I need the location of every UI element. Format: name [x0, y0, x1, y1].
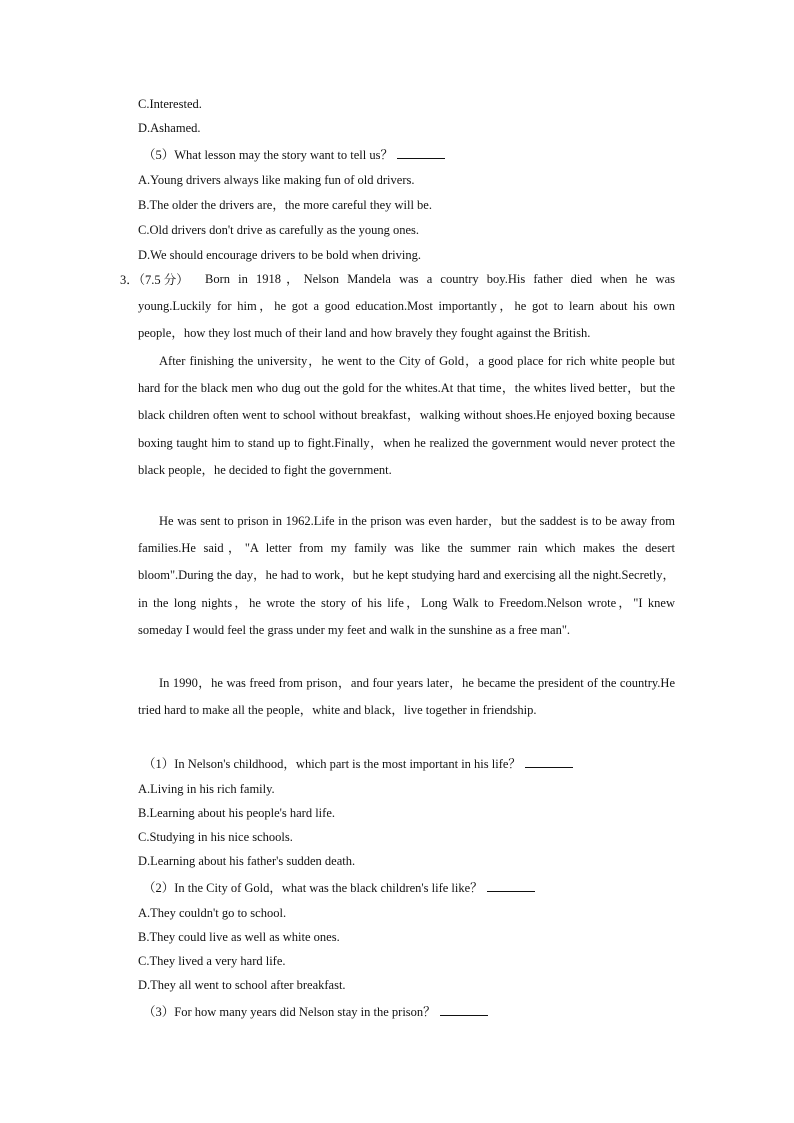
sub-question-1-option-a: A.Living in his rich family. [138, 782, 275, 796]
question-5-text: （5）What lesson may the story want to tell us？ [143, 148, 393, 162]
passage-paragraph-1: Born in 1918，Nelson Mandela was a country boy.His father died when he was young.Luckily for him，he got a good education.Most importantly，he got to learn about his own people，how they lost much of their land and how bravely they fought against the British. [138, 272, 675, 341]
sub-question-2-text: （2）In the City of Gold，what was the black children's life like？ [143, 881, 483, 895]
sub-question-3-stem [143, 1003, 488, 1020]
question-score: （7.5 分） [138, 273, 189, 287]
passage-paragraph-2: After finishing the university，he went to the City of Gold，a good place for rich white people but hard for the black men who dug out the gold for the whites.At that time，the whites lived better，but the black children often went to school without breakfast，walking without shoes.He enjoyed boxing because boxing taught him to stand up to fight.Finally，when he realized the government would never protect the black people，he decided to fight the government. [138, 354, 675, 477]
question-5-option-c: C.Old drivers don't drive as carefully as the young ones. [138, 223, 420, 237]
answer-blank [440, 1003, 488, 1016]
sub-question-1-option-c: C.Studying in his nice schools. [138, 830, 293, 844]
sub-question-2-option-a: A.They couldn't go to school. [138, 906, 287, 920]
question-5-option-b: B.The older the drivers are，the more careful they will be. [138, 198, 432, 212]
sub-question-1-stem [143, 755, 573, 772]
answer-blank [487, 879, 535, 892]
passage-paragraph-4: In 1990，he was freed from prison，and four years later，he became the president of the country.He tried hard to make all the people，white and black，live together in friendship. [138, 676, 675, 718]
sub-question-2-stem [143, 879, 535, 896]
sub-question-2-option-c: C.They lived a very hard life. [138, 954, 286, 968]
answer-blank [525, 755, 573, 768]
question-number: 3． [120, 273, 139, 287]
sub-question-2-option-d: D.They all went to school after breakfast. [138, 978, 346, 992]
sub-question-3-text: （3）For how many years did Nelson stay in the prison？ [143, 1005, 436, 1019]
passage-paragraph-3: He was sent to prison in 1962.Life in the prison was even harder，but the saddest is to be away from families.He said，"A letter from my family was like the summer rain which makes the desert bloom".During the day，he had to work，but he kept studying hard and exercising all the night.Secretly，in the long nights，he wrote the story of his life，Long Walk to Freedom.Nelson wrote，"I knew someday I would feel the grass under my feet and walk in the sunshine as a free man". [138, 514, 675, 637]
sub-question-1-text: （1）In Nelson's childhood，which part is the most important in his life？ [143, 757, 521, 771]
sub-question-1-option-b: B.Learning about his people's hard life. [138, 806, 335, 820]
question-5-option-d: D.We should encourage drivers to be bold when driving. [138, 248, 421, 262]
answer-blank [397, 146, 445, 159]
option-c-interested: C.Interested. [138, 97, 202, 111]
question-5-stem [143, 146, 445, 163]
sub-question-2-option-b: B.They could live as well as white ones. [138, 930, 340, 944]
question-5-option-a: A.Young drivers always like making fun of old drivers. [138, 173, 415, 187]
option-d-ashamed: D.Ashamed. [138, 121, 201, 135]
sub-question-1-option-d: D.Learning about his father's sudden death. [138, 854, 356, 868]
